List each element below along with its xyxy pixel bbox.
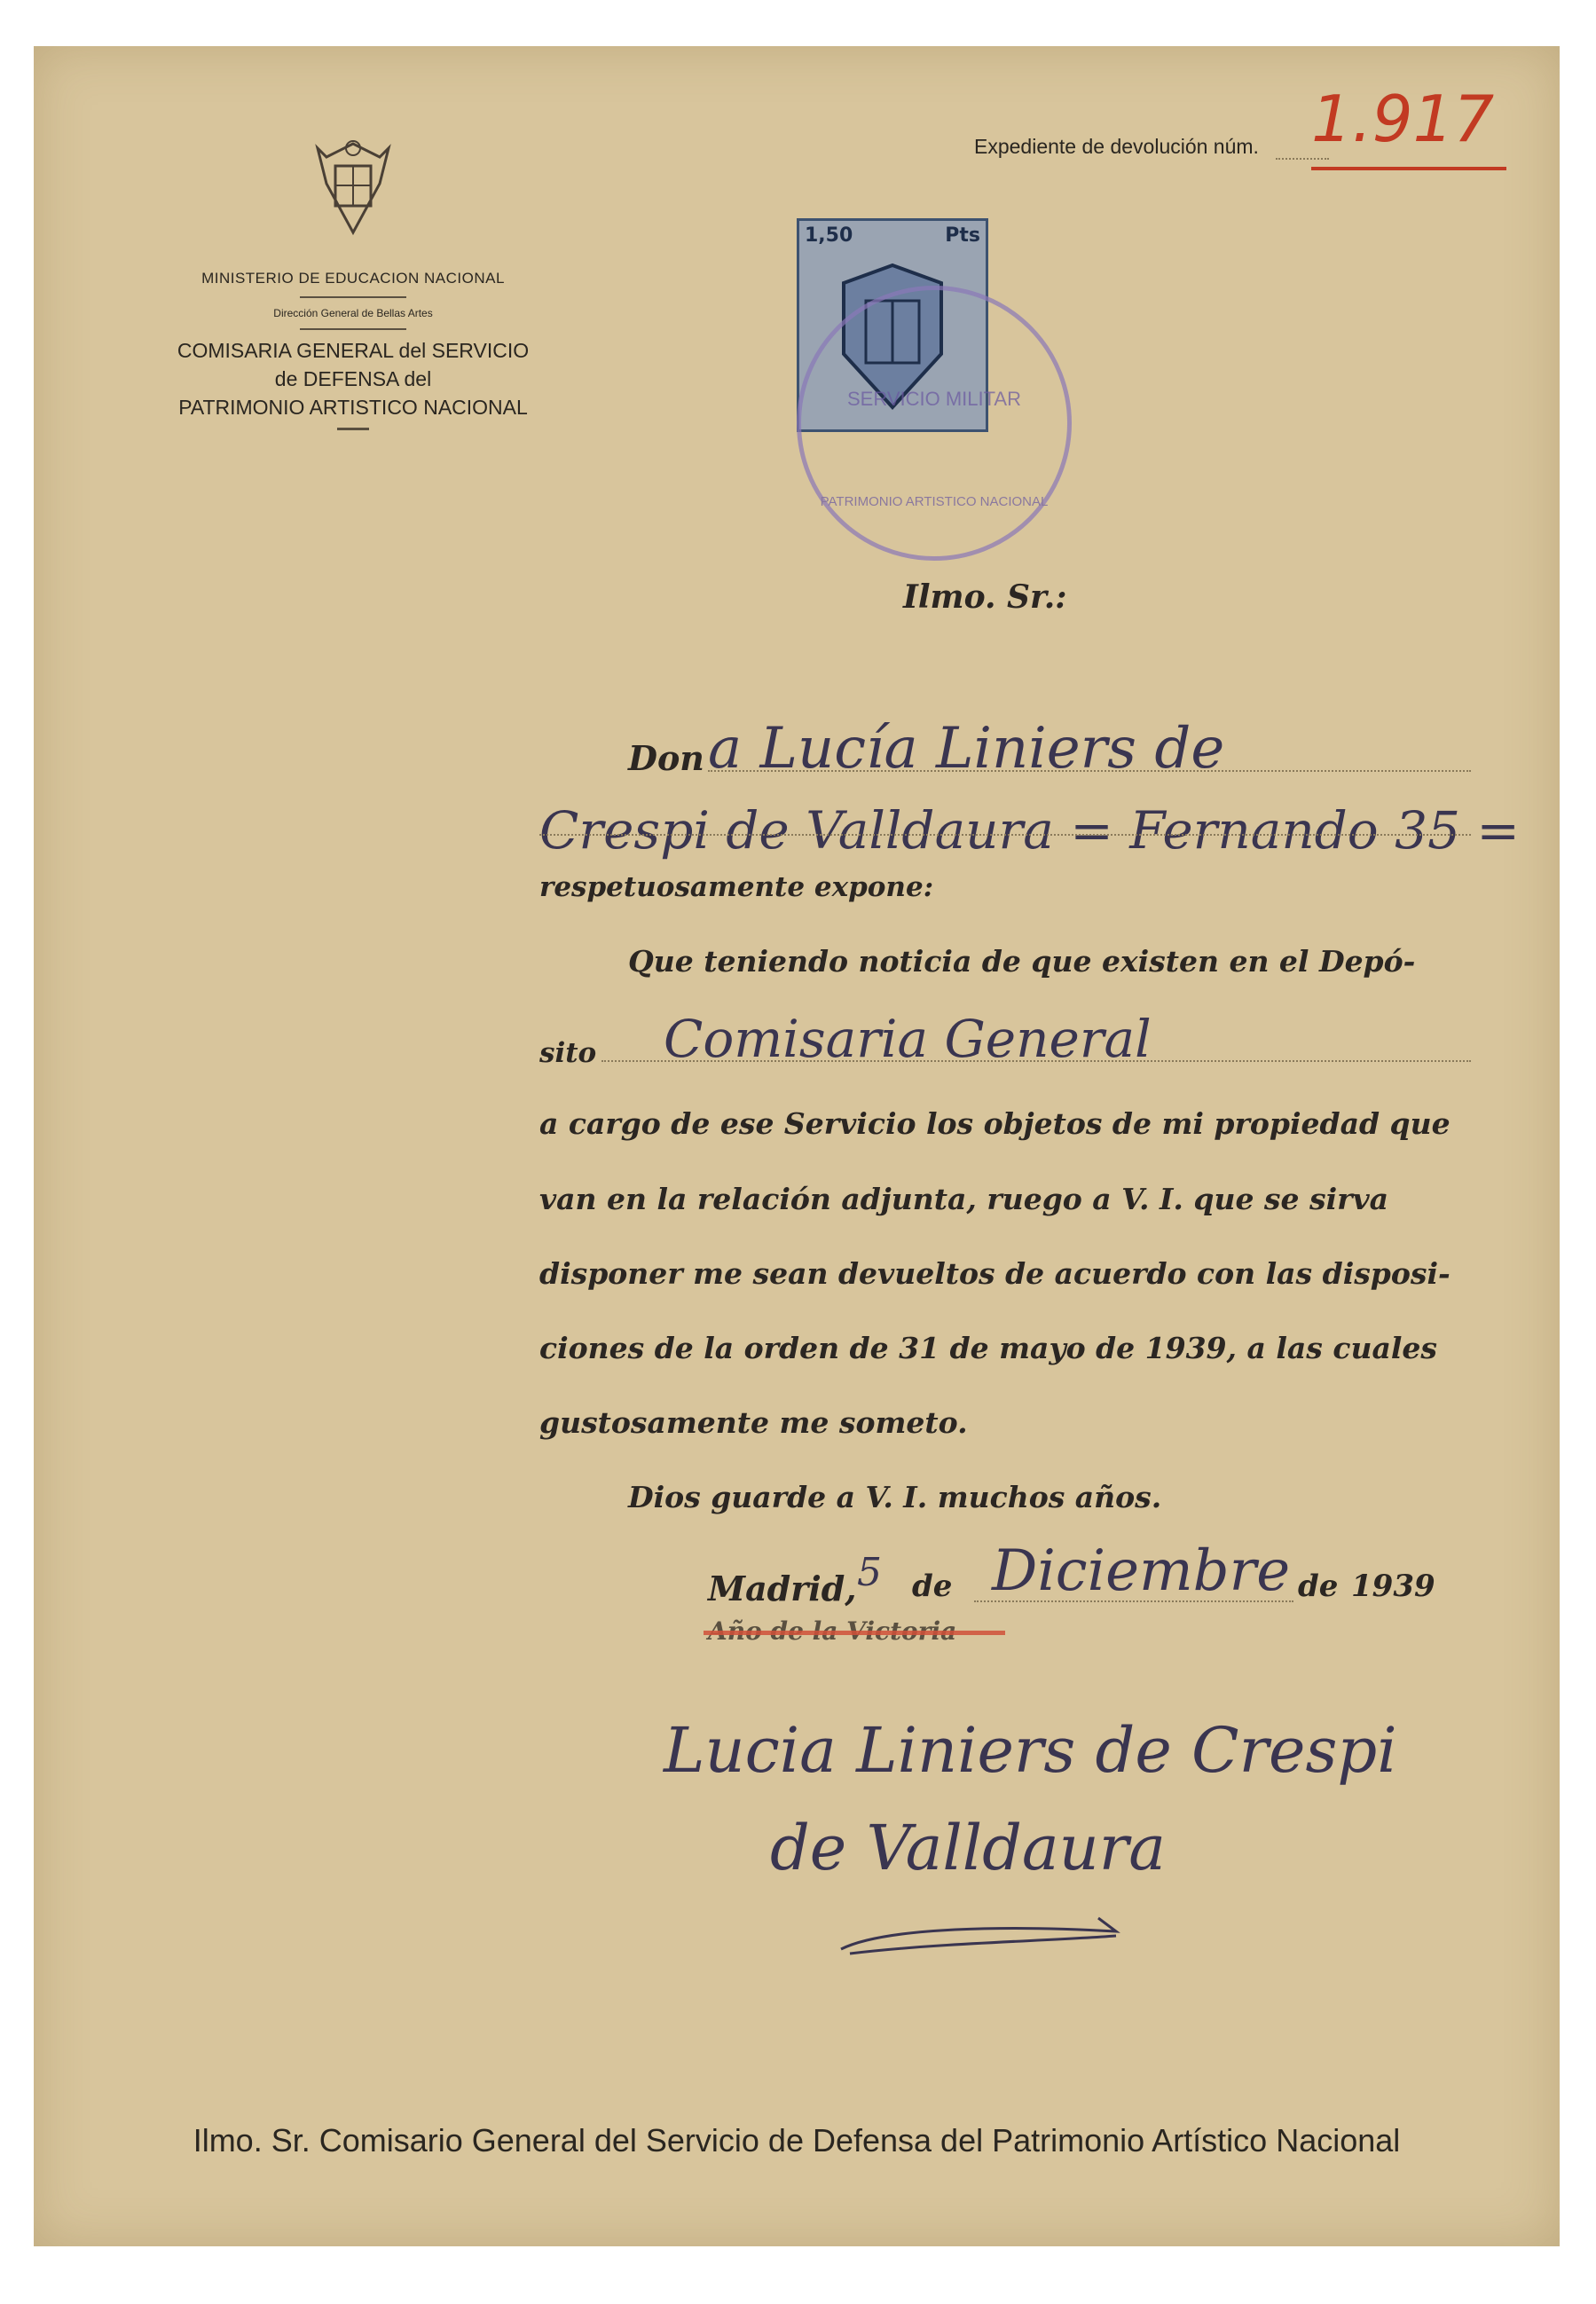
body-line5: disponer me sean devueltos de acuerdo con las disposi- (539, 1256, 1451, 1291)
body-line3: a cargo de ese Servicio los objetos de mi propiedad que (539, 1106, 1451, 1141)
red-strikethrough (704, 1631, 1005, 1635)
file-number-dots (1276, 158, 1329, 160)
stamp-value: 1,50 (805, 224, 853, 247)
body-line6: ciones de la orden de 31 de mayo de 1939, a las cuales (539, 1331, 1437, 1365)
petitioner-prefix: Don (628, 738, 704, 778)
petitioner-name-part2: Crespi de Valldaura = Fernando 35 = (539, 800, 1521, 861)
date-de2: de (1298, 1569, 1339, 1604)
body-line4: van en la relación adjunta, ruego a V. I. que se sirva (539, 1182, 1389, 1216)
divider (337, 428, 369, 430)
commission-line2: de DEFENSA del (274, 367, 432, 390)
petitioner-name-part1: a Lucía Liniers de (708, 716, 1225, 782)
sito-value: Comisaria General (664, 1009, 1152, 1069)
institutional-seal (797, 286, 1072, 561)
expone-text: respetuosamente expone: (539, 871, 934, 903)
divider (300, 328, 406, 330)
closing-text: Dios guarde a V. I. muchos años. (628, 1480, 1162, 1514)
stamp-currency: Pts (945, 224, 980, 247)
sito-label: sito (539, 1037, 597, 1069)
file-number-underline (1311, 167, 1506, 170)
direction-name: Dirección General de Bellas Artes (273, 307, 433, 319)
date-month: Diciembre (992, 1538, 1291, 1604)
seal-text: PATRIMONIO ARTISTICO NACIONAL (820, 494, 1049, 509)
file-number-label: Expediente de devolución núm. (974, 135, 1259, 158)
body-line7: gustosamente me someto. (539, 1405, 968, 1440)
body-line1: Que teniendo noticia de que existen en el Depó- (628, 944, 1416, 979)
commission-line1: COMISARIA GENERAL del SERVICIO (177, 339, 530, 362)
document-page (34, 46, 1560, 2246)
date-day: 5 (857, 1550, 882, 1595)
name-dotted-line (708, 770, 1471, 772)
date-dotted-line (974, 1600, 1293, 1602)
footer-addressee: Ilmo. Sr. Comisario General del Servicio de Defensa del Patrimonio Artístico Nacional (193, 2122, 1401, 2159)
salutation: Ilmo. Sr.: (903, 578, 1067, 616)
date-de1: de (912, 1569, 953, 1604)
struck-text: Año de la Victoria (708, 1616, 957, 1646)
commission-line3: PATRIMONIO ARTISTICO NACIONAL (178, 396, 528, 419)
signature-flourish-icon (832, 1909, 1134, 1962)
signature-line1: Lucia Liniers de Crespi (664, 1714, 1397, 1787)
file-number: 1.917 (1311, 82, 1495, 156)
name-dotted-line (539, 834, 1471, 836)
sito-dotted-line (601, 1060, 1471, 1062)
signature-line2: de Valldaura (770, 1812, 1166, 1884)
date-city: Madrid, (708, 1569, 857, 1608)
coat-of-arms-icon (309, 135, 397, 241)
ministry-name: MINISTERIO DE EDUCACION NACIONAL (201, 270, 505, 287)
seal-inner-text: SERVICIO MILITAR (846, 388, 1021, 410)
divider (300, 296, 406, 298)
date-year: 1939 (1351, 1569, 1435, 1604)
